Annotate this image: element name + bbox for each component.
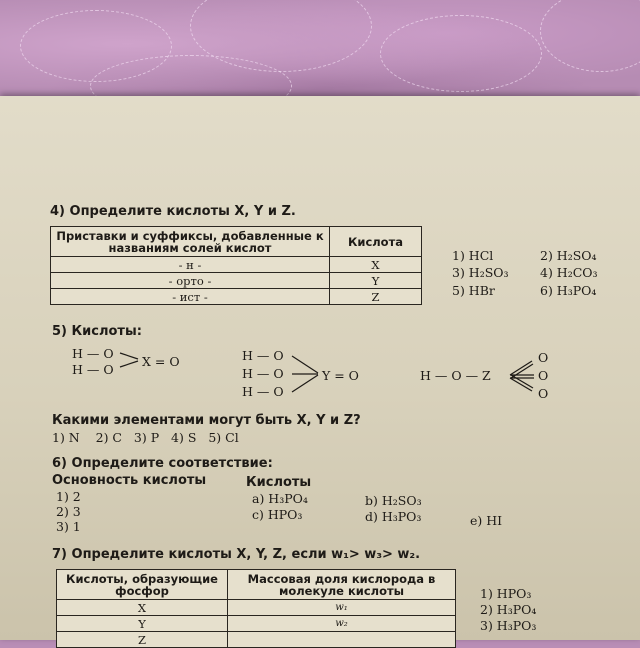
struct3-left: H — O — Z [420, 368, 491, 383]
q6-left-item: 3) 1 [56, 519, 81, 534]
struct3-oxygen: O [538, 386, 549, 401]
q6-right-header: Кислоты [246, 475, 312, 490]
struct2-bond-lines [290, 354, 322, 394]
q4-affix-cell: - орто - [51, 273, 330, 289]
q5-question: Какими элементами могут быть X, Y и Z? [52, 413, 361, 428]
q7-col1-header: Кислоты, образующие фосфор [57, 570, 228, 600]
q4-affix-cell: - ист - [51, 289, 330, 305]
q4-option: 2) H₂SO₄ [540, 248, 597, 263]
fabric-background [0, 0, 640, 110]
q7-col2-header: Массовая доля кислорода в молекуле кислоты [228, 570, 456, 600]
struct3-bond-lines [508, 358, 538, 394]
q4-option: 5) HBr [452, 283, 495, 298]
struct2-ho-top: H — O [242, 348, 284, 363]
q6-acid: d) H₃PO₃ [365, 509, 422, 524]
q4-acid-cell: Z [330, 289, 422, 305]
q6-left-item: 1) 2 [56, 489, 81, 504]
q4-affix-cell: - н - [51, 257, 330, 273]
q4-option: 3) H₂SO₃ [452, 265, 509, 280]
q6-acid: a) H₃PO₄ [252, 491, 308, 506]
q4-option: 6) H₃PO₄ [540, 283, 597, 298]
struct1-ho-top: H — O [72, 346, 114, 361]
q6-acid: c) HPO₃ [252, 507, 303, 522]
q7-acid-cell: Z [57, 632, 228, 648]
q6-acid: b) H₂SO₃ [365, 493, 422, 508]
q5-options: 1) N 2) C 3) P 4) S 5) Cl [52, 430, 239, 445]
q4-acid-cell: X [330, 257, 422, 273]
q7-title: 7) Определите кислоты X, Y, Z, если w₁> w₃> w₂. [52, 547, 421, 562]
q7-w-cell: w₂ [228, 616, 456, 632]
q7-acid-cell: Y [57, 616, 228, 632]
worksheet-page [0, 96, 640, 647]
q6-acid: e) HI [470, 513, 503, 528]
struct2-ho-bottom: H — O [242, 384, 284, 399]
struct1-tail: X = O [142, 354, 180, 369]
q7-acid-cell: X [57, 600, 228, 616]
q4-option: 1) HCl [452, 248, 494, 263]
struct3-oxygen: O [538, 368, 549, 383]
q7-w-cell: w₁ [228, 600, 456, 616]
quilt-stitch [540, 0, 640, 72]
q6-title: 6) Определите соответствие: [52, 456, 273, 471]
q7-option: 3) H₃PO₃ [480, 618, 537, 633]
struct1-ho-bottom: H — O [72, 362, 114, 377]
q6-left-item: 2) 3 [56, 504, 81, 519]
q6-left-header: Основность кислоты [52, 473, 207, 488]
quilt-stitch [380, 15, 542, 92]
q4-col2-header: Кислота [330, 227, 422, 257]
q5-title: 5) Кислоты: [52, 324, 142, 339]
q4-acid-cell: Y [330, 273, 422, 289]
q4-col1-header: Приставки и суффиксы, добавленные к названиям солей кислот [51, 227, 330, 257]
q7-option: 1) HPO₃ [480, 586, 532, 601]
q7-table [56, 569, 456, 648]
struct3-oxygen: O [538, 350, 549, 365]
q7-option: 2) H₃PO₄ [480, 602, 537, 617]
q4-table [50, 226, 422, 305]
struct2-ho-middle: H — O [242, 366, 284, 381]
struct2-tail: Y = O [322, 368, 359, 383]
struct1-bond-lines [118, 350, 142, 370]
q4-option: 4) H₂CO₃ [540, 265, 598, 280]
q4-title: 4) Определите кислоты X, Y и Z. [50, 204, 296, 219]
